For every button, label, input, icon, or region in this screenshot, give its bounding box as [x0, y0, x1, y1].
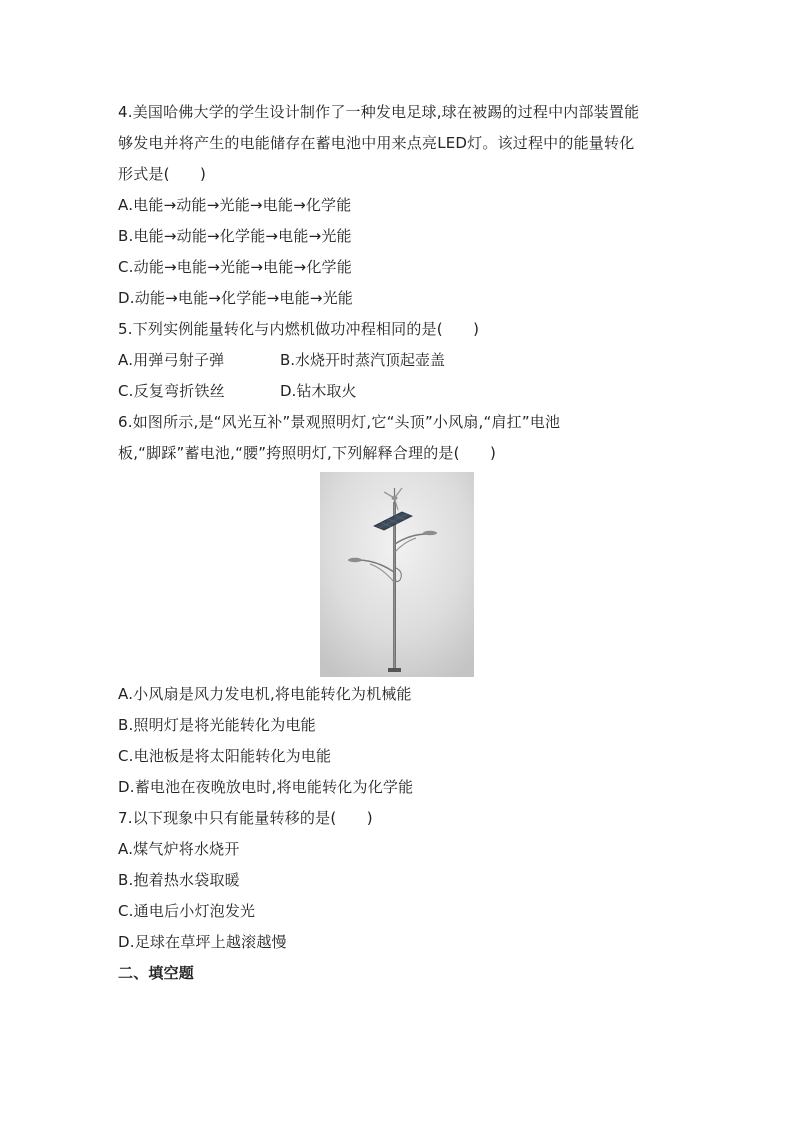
q5-option-c: C.反复弯折铁丝 — [118, 382, 225, 400]
q4-option-c: C.动能→电能→光能→电能→化学能 — [118, 258, 352, 276]
q6-option-c: C.电池板是将太阳能转化为电能 — [118, 747, 332, 765]
q5-option-b: B.水烧开时蒸汽顶起壶盖 — [280, 351, 446, 369]
q6-option-b: B.照明灯是将光能转化为电能 — [118, 716, 316, 734]
q6-option-d: D.蓄电池在夜晚放电时,将电能转化为化学能 — [118, 778, 414, 796]
q6-stem-line-1: 6.如图所示,是“风光互补”景观照明灯,它“头顶”小风扇,“肩扛”电池 — [118, 413, 561, 431]
q4-option-d: D.动能→电能→化学能→电能→光能 — [118, 289, 353, 307]
q7-option-a: A.煤气炉将水烧开 — [118, 840, 240, 858]
q4-option-b: B.电能→动能→化学能→电能→光能 — [118, 227, 352, 245]
street-lamp-figure — [320, 472, 474, 677]
q4-option-a: A.电能→动能→光能→电能→化学能 — [118, 196, 352, 214]
q4-stem-line-1: 4.美国哈佛大学的学生设计制作了一种发电足球,球在被踢的过程中内部装置能 — [118, 103, 640, 121]
q4-stem-line-3: 形式是( ) — [118, 165, 207, 183]
q7-option-c: C.通电后小灯泡发光 — [118, 902, 256, 920]
street-lamp-image — [320, 472, 474, 677]
section-title-fill-in: 二、填空题 — [118, 964, 195, 982]
q5-stem: 5.下列实例能量转化与内燃机做功冲程相同的是( ) — [118, 320, 480, 338]
q5-option-a: A.用弹弓射子弹 — [118, 351, 225, 369]
q5-option-d: D.钻木取火 — [280, 382, 357, 400]
q4-stem-line-2: 够发电并将产生的电能储存在蓄电池中用来点亮LED灯。该过程中的能量转化 — [118, 134, 635, 152]
q7-stem: 7.以下现象中只有能量转移的是( ) — [118, 809, 373, 827]
q7-option-b: B.抱着热水袋取暖 — [118, 871, 240, 889]
q6-stem-line-2: 板,“脚踩”蓄电池,“腰”挎照明灯,下列解释合理的是( ) — [118, 444, 497, 462]
q7-option-d: D.足球在草坪上越滚越慢 — [118, 933, 287, 951]
q6-option-a: A.小风扇是风力发电机,将电能转化为机械能 — [118, 685, 412, 703]
